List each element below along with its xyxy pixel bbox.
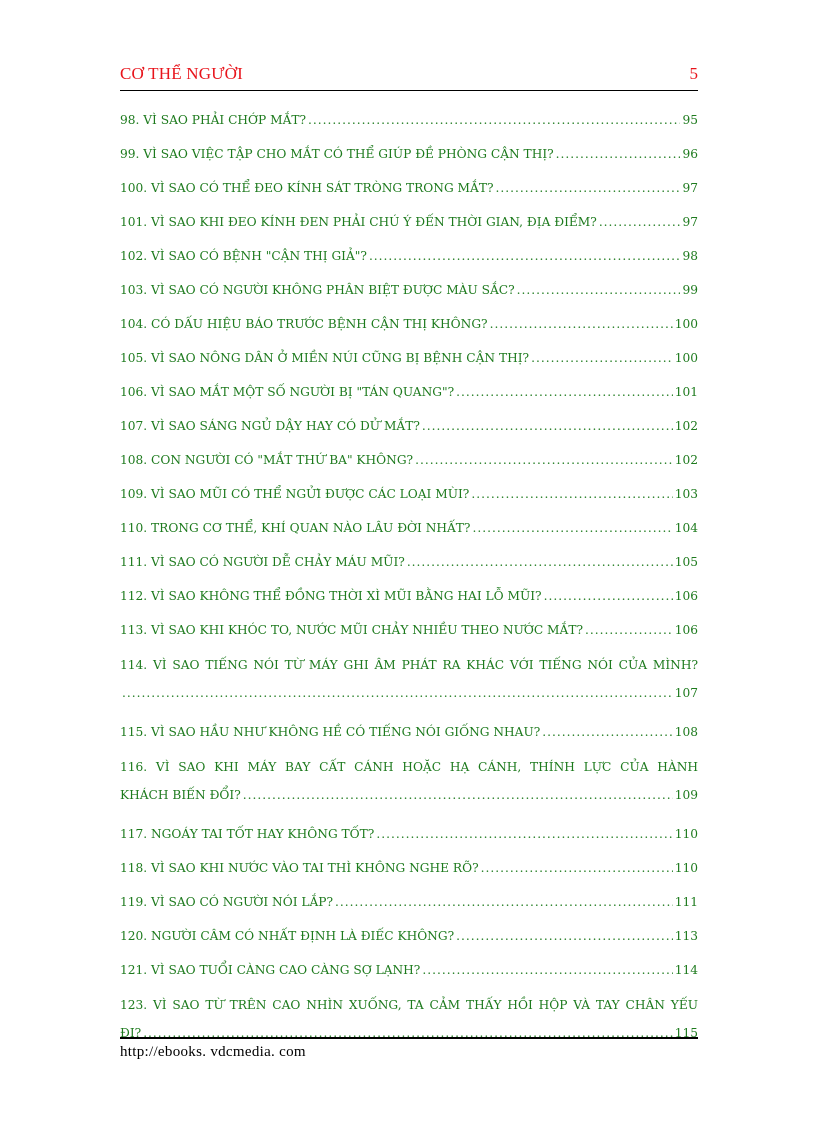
toc-entry-page: 103 bbox=[674, 487, 698, 501]
toc-entry-title: 111. VÌ SAO CÓ NGƯỜI DỄ CHẢY MÁU MŨI? bbox=[120, 555, 405, 569]
dot-leader bbox=[531, 346, 673, 370]
page-header bbox=[120, 64, 698, 90]
toc-entry[interactable] bbox=[120, 244, 698, 278]
toc-entry-page: 107 bbox=[674, 686, 698, 700]
toc-entry-page: 105 bbox=[674, 555, 698, 569]
toc-entry-title: 119. VÌ SAO CÓ NGƯỜI NÓI LẮP? bbox=[120, 895, 334, 909]
dot-leader bbox=[308, 108, 680, 132]
toc-entry-page: 113 bbox=[674, 929, 698, 943]
toc-entry[interactable] bbox=[120, 176, 698, 210]
toc-entry[interactable] bbox=[120, 584, 698, 618]
dot-leader bbox=[243, 780, 673, 810]
toc-entry-title: 115. VÌ SAO HẦU NHƯ KHÔNG HỀ CÓ TIẾNG NÓI GIỐNG NHAU? bbox=[120, 725, 541, 739]
toc-entry-page: 101 bbox=[674, 385, 698, 399]
dot-leader bbox=[471, 482, 672, 506]
toc-entry[interactable] bbox=[120, 958, 698, 992]
toc-entry[interactable] bbox=[120, 346, 698, 380]
toc-entry-title: 109. VÌ SAO MŨI CÓ THỂ NGỬI ĐƯỢC CÁC LOẠI MÙI? bbox=[120, 487, 470, 501]
toc-entry[interactable] bbox=[120, 278, 698, 312]
toc-entry[interactable] bbox=[120, 312, 698, 346]
toc-entry-title: 106. VÌ SAO MẮT MỘT SỐ NGƯỜI BỊ "TÁN QUANG"? bbox=[120, 385, 455, 399]
toc-entry-page: 97 bbox=[682, 215, 698, 229]
toc-entry-page: 106 bbox=[674, 589, 698, 603]
toc-entry-page: 99 bbox=[682, 283, 698, 297]
toc-entry-page: 108 bbox=[674, 725, 698, 739]
toc-entry-page: 102 bbox=[674, 419, 698, 433]
toc-entry-title: 113. VÌ SAO KHI KHÓC TO, NƯỚC MŨI CHẢY NHIỀU THEO NƯỚC MẮT? bbox=[120, 623, 583, 637]
toc-entry-page: 109 bbox=[674, 788, 698, 802]
page-number: 5 bbox=[689, 64, 698, 83]
book-title: CƠ THỂ NGƯỜI bbox=[120, 64, 243, 83]
toc-entry-title: 120. NGƯỜI CÂM CÓ NHẤT ĐỊNH LÀ ĐIẾC KHÔNG? bbox=[120, 929, 455, 943]
toc-entry-title: 99. VÌ SAO VIỆC TẬP CHO MẮT CÓ THỂ GIÚP ĐỀ PHÒNG CẬN THỊ? bbox=[120, 147, 554, 161]
toc-entry[interactable] bbox=[120, 924, 698, 958]
toc-entry-title: 114. VÌ SAO TIẾNG NÓI TỪ MÁY GHI ÂM PHÁT RA KHÁC VỚI TIẾNG NÓI CỦA MÌNH? bbox=[120, 658, 698, 672]
toc-entry-title: 100. VÌ SAO CÓ THỂ ĐEO KÍNH SÁT TRÒNG TRONG MẮT? bbox=[120, 181, 494, 195]
toc-entry-title: 108. CON NGƯỜI CÓ "MẮT THỨ BA" KHÔNG? bbox=[120, 453, 414, 467]
toc-entry-title-continued: KHÁCH BIẾN ĐỔI? bbox=[120, 788, 241, 802]
toc-entry-title: 116. VÌ SAO KHI MÁY BAY CẤT CÁNH HOẶC HẠ CÁNH, THÍNH LỰC CỦA HÀNH bbox=[120, 760, 698, 774]
toc-entry[interactable] bbox=[120, 754, 698, 822]
dot-leader bbox=[517, 278, 681, 302]
dot-leader bbox=[544, 584, 673, 608]
toc-entry[interactable] bbox=[120, 108, 698, 142]
toc-entry-page: 106 bbox=[674, 623, 698, 637]
dot-leader bbox=[542, 720, 672, 744]
toc-entry[interactable] bbox=[120, 720, 698, 754]
toc-entry-title: 123. VÌ SAO TỪ TRÊN CAO NHÌN XUỐNG, TA CẢM THẤY HỒI HỘP VÀ TAY CHÂN YẾU bbox=[120, 998, 698, 1012]
toc-entry[interactable] bbox=[120, 142, 698, 176]
toc-entry[interactable] bbox=[120, 890, 698, 924]
dot-leader bbox=[122, 678, 673, 708]
toc-entry[interactable] bbox=[120, 822, 698, 856]
toc-entry[interactable] bbox=[120, 856, 698, 890]
dot-leader bbox=[556, 142, 681, 166]
footer-divider bbox=[120, 1037, 698, 1039]
toc-entry-page: 110 bbox=[674, 861, 698, 875]
toc-entry[interactable] bbox=[120, 482, 698, 516]
toc-entry[interactable] bbox=[120, 550, 698, 584]
toc-entry-title: 110. TRONG CƠ THỂ, KHÍ QUAN NÀO LÂU ĐỜI NHẤT? bbox=[120, 521, 471, 535]
toc-entry-title: 121. VÌ SAO TUỔI CÀNG CAO CÀNG SỢ LẠNH? bbox=[120, 963, 421, 977]
toc-entry[interactable] bbox=[120, 618, 698, 652]
toc-entry[interactable] bbox=[120, 210, 698, 244]
toc-entry-page: 100 bbox=[674, 351, 698, 365]
dot-leader bbox=[335, 890, 673, 914]
toc-entry[interactable] bbox=[120, 652, 698, 720]
dot-leader bbox=[369, 244, 681, 268]
toc-entry-title: 112. VÌ SAO KHÔNG THỂ ĐỒNG THỜI XÌ MŨI BẰNG HAI LỖ MŨI? bbox=[120, 589, 542, 603]
dot-leader bbox=[376, 822, 672, 846]
toc-entry-page: 104 bbox=[674, 521, 698, 535]
toc-entry[interactable] bbox=[120, 414, 698, 448]
dot-leader bbox=[496, 176, 681, 200]
toc-entry-page: 96 bbox=[682, 147, 698, 161]
dot-leader bbox=[456, 380, 673, 404]
toc-entry-page: 111 bbox=[674, 895, 698, 909]
toc-entry-page: 114 bbox=[674, 963, 698, 977]
toc-entry-page: 102 bbox=[674, 453, 698, 467]
dot-leader bbox=[407, 550, 673, 574]
dot-leader bbox=[415, 448, 673, 472]
toc-entry-page: 100 bbox=[674, 317, 698, 331]
dot-leader bbox=[490, 312, 673, 336]
toc-entry[interactable] bbox=[120, 516, 698, 550]
dot-leader bbox=[472, 516, 672, 540]
toc-entry-title: 103. VÌ SAO CÓ NGƯỜI KHÔNG PHÂN BIỆT ĐƯỢC MÀU SẮC? bbox=[120, 283, 515, 297]
toc-entry[interactable] bbox=[120, 448, 698, 482]
toc-entry[interactable] bbox=[120, 380, 698, 414]
toc-entry-title: 107. VÌ SAO SÁNG NGỦ DẬY HAY CÓ DỬ MẮT? bbox=[120, 419, 420, 433]
toc-entry-title: 104. CÓ DẤU HIỆU BÁO TRƯỚC BỆNH CẬN THỊ KHÔNG? bbox=[120, 317, 488, 331]
dot-leader bbox=[599, 210, 681, 234]
dot-leader bbox=[481, 856, 673, 880]
header-divider bbox=[120, 90, 698, 91]
toc-entry-title: 117. NGOÁY TAI TỐT HAY KHÔNG TỐT? bbox=[120, 827, 375, 841]
toc-entry-title: 101. VÌ SAO KHI ĐEO KÍNH ĐEN PHẢI CHÚ Ý ĐẾN THỜI GIAN, ĐỊA ĐIỂM? bbox=[120, 215, 597, 229]
dot-leader bbox=[422, 958, 672, 982]
toc-entry-title-continued: ĐI? bbox=[120, 1026, 142, 1040]
table-of-contents bbox=[120, 108, 698, 1060]
toc-entry-page: 110 bbox=[674, 827, 698, 841]
toc-entry-title: 102. VÌ SAO CÓ BỆNH "CẬN THỊ GIẢ"? bbox=[120, 249, 367, 263]
dot-leader bbox=[456, 924, 673, 948]
toc-entry-page: 95 bbox=[682, 113, 698, 127]
toc-entry-page: 115 bbox=[674, 1026, 698, 1040]
toc-entry-title: 105. VÌ SAO NÔNG DÂN Ở MIỀN NÚI CŨNG BỊ BỆNH CẬN THỊ? bbox=[120, 351, 530, 365]
toc-entry-title: 98. VÌ SAO PHẢI CHỚP MẮT? bbox=[120, 113, 307, 127]
toc-entry-page: 98 bbox=[682, 249, 698, 263]
dot-leader bbox=[585, 618, 673, 642]
footer-url[interactable]: http://ebooks. vdcmedia. com bbox=[120, 1044, 306, 1060]
toc-entry-page: 97 bbox=[682, 181, 698, 195]
dot-leader bbox=[422, 414, 673, 438]
toc-entry-title: 118. VÌ SAO KHI NƯỚC VÀO TAI THÌ KHÔNG NGHE RÕ? bbox=[120, 861, 479, 875]
